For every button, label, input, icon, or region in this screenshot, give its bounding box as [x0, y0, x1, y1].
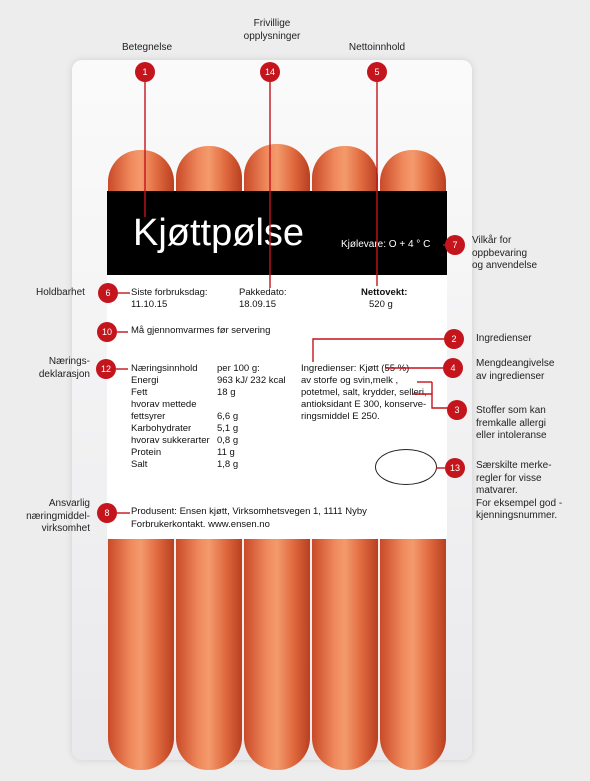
marker-badge: 1 [135, 62, 155, 82]
ingredients-line: ringsmiddel E 250. [301, 411, 380, 422]
ingredients-line: av storfe og svin,melk , [301, 375, 399, 386]
annotation-label: Ansvarlig næringmiddel- virksomhet [26, 498, 90, 534]
product-title: Kjøttpølse [133, 212, 305, 254]
annotation-label: Nettoinnhold [348, 42, 406, 53]
nutrition-name: Karbohydrater [131, 423, 192, 434]
marker-badge: 3 [447, 400, 467, 420]
marker-badge: 13 [445, 458, 465, 478]
marker-badge: 6 [98, 283, 118, 303]
annotation-label: Frivillige opplysninger [243, 18, 301, 42]
marker-badge: 12 [96, 359, 116, 379]
nutrition-name: Energi [131, 375, 159, 386]
best-before-value: 11.10.15 [131, 299, 168, 310]
annotation-label: Særskilte merke- regler for visse matvarer. For eksempel god - kjenningsnummer. [476, 460, 563, 521]
nutrition-value: 963 kJ/ 232 kcal [217, 375, 286, 386]
annotation-label: Stoffer som kan fremkalle allergi eller intoleranse [476, 405, 547, 441]
annotation-label: Nærings- deklarasjon [38, 356, 90, 380]
nutrition-value: 0,8 g [217, 435, 239, 446]
nutrition-value: 5,1 g [217, 423, 239, 434]
nutrition-name: hvorav mettede [131, 399, 197, 410]
nutrition-name: Salt [131, 459, 148, 470]
consumer-contact-line: Forbrukerkontakt. www.ensen.no [131, 519, 270, 530]
nutrition-name: hvorav sukkerarter [131, 435, 210, 446]
packed-label: Pakkedato: [239, 287, 287, 298]
annotation-label: Mengdeangivelse av ingredienser [476, 358, 555, 382]
marker-badge: 2 [444, 329, 464, 349]
annotation-label: Ingredienser [476, 333, 532, 344]
nutrition-name: Næringsinnhold [131, 363, 198, 374]
ingredients-line: antioksidant E 300, konserve- [301, 399, 427, 410]
nutrition-name: Protein [131, 447, 162, 458]
annotation-label: Betegnelse [121, 42, 173, 53]
ingredients-line: potetmel, salt, krydder, selleri, [301, 387, 427, 398]
annotation-label: Holdbarhet [36, 287, 85, 298]
marker-badge: 4 [443, 358, 463, 378]
net-weight-label: Nettovekt: [361, 287, 408, 298]
marker-badge: 7 [445, 235, 465, 255]
heating-instruction: Må gjennomvarmes før servering [131, 325, 271, 336]
nutrition-value: 18 g [217, 387, 236, 398]
ingredients-line: Ingredienser: Kjøtt (55 %) [301, 363, 410, 374]
nutrition-value: per 100 g: [217, 363, 260, 374]
storage-condition: Kjølevare: O + 4 ° C [341, 239, 431, 250]
nutrition-name: fettsyrer [131, 411, 166, 422]
best-before-label: Siste forbruksdag: [131, 287, 208, 298]
packed-value: 18.09.15 [239, 299, 276, 310]
nutrition-value: 6,6 g [217, 411, 239, 422]
nutrition-name: Fett [131, 387, 148, 398]
net-weight-value: 520 g [369, 299, 393, 310]
producer-line: Produsent: Ensen kjøtt, Virksomhetsvegen 1, 1111 Nyby [131, 506, 367, 517]
annotation-label: Vilkår for oppbevaring og anvendelse [472, 235, 538, 271]
marker-badge: 5 [367, 62, 387, 82]
nutrition-value: 1,8 g [217, 459, 239, 470]
marker-badge: 14 [260, 62, 280, 82]
marker-badge: 8 [97, 503, 117, 523]
marker-badge: 10 [97, 322, 117, 342]
nutrition-value: 11 g [217, 447, 235, 458]
